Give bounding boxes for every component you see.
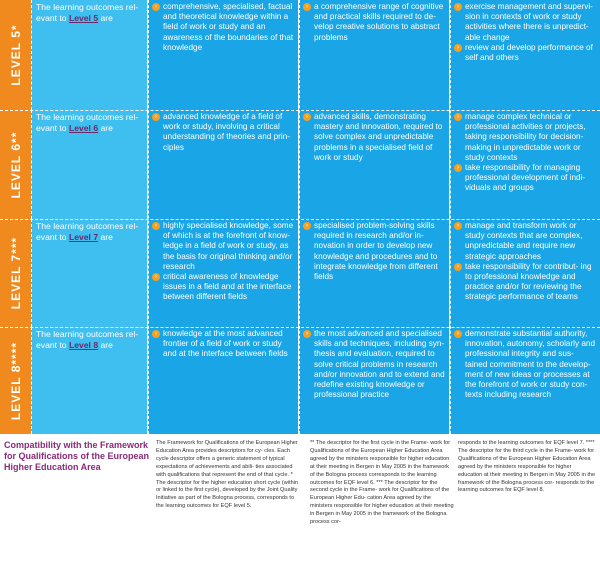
skills-cell: [299, 219, 449, 327]
row-divider: [0, 110, 600, 111]
bullet-item: [454, 329, 597, 400]
intro-cell: [32, 0, 147, 110]
footer-note-col2: ** The descriptor for the first cycle in the Frame- work for Qualifications of the European Higher Education Area agreed by the ministers responsible for higher education at their meeting in Bergen in May 2005 in the framework of the Bologna process corresponds to the learning outcomes for EQF level 6. *** The descriptor for the second cycle in the Frame- work for Qualifications of the European Higher Edu- cation Area agreed by the ministers responsible for higher education at their meeting in Bergen in May 2005 in the framework of the Bologna process cor-: [310, 440, 454, 526]
level-label-text: LEVEL 7***: [8, 236, 23, 310]
arrow-bullet-icon: ›: [152, 222, 160, 230]
arrow-bullet-icon: ›: [454, 330, 462, 338]
bullet-item: [454, 43, 597, 63]
footer-title: Compatibility with the Framework for Qualifications of the European Higher Education Area: [4, 440, 150, 472]
bullet-item: [454, 221, 597, 262]
competence-cell: [450, 219, 600, 327]
row-divider: [0, 219, 600, 220]
intro-text-end: are: [98, 122, 113, 133]
competence-cell: [450, 327, 600, 434]
bullet-text: critical awareness of knowledge issues in a field and at the interface between different fields: [163, 272, 292, 302]
knowledge-cell: [148, 219, 298, 327]
intro-text: The learning outcomes rel- evant to: [36, 2, 139, 23]
bullet-item: [152, 272, 295, 303]
knowledge-cell: [148, 0, 298, 110]
bullet-item: [152, 2, 295, 53]
intro-cell: [32, 327, 147, 434]
bullet-text: take responsibility for contribut- ing to professional knowledge and practice and/or for reviewing the strategic performance of teams: [465, 261, 592, 302]
skills-cell: [299, 0, 449, 110]
arrow-bullet-icon: ›: [303, 3, 311, 11]
intro-text: The learning outcomes rel- evant to: [36, 112, 139, 133]
intro-text: The learning outcomes rel- evant to: [36, 329, 139, 350]
bullet-item: [303, 2, 446, 43]
arrow-bullet-icon: ›: [454, 113, 462, 121]
footer-notes: [0, 434, 600, 583]
arrow-bullet-icon: ›: [303, 113, 311, 121]
bullet-item: [152, 221, 295, 272]
intro-text-end: are: [98, 339, 113, 350]
bullet-item: [303, 221, 446, 282]
level-label-8: [0, 327, 32, 434]
intro-text: The learning outcomes rel- evant to: [36, 221, 139, 242]
level-label-text: LEVEL 6**: [8, 131, 23, 198]
arrow-bullet-icon: ›: [454, 44, 462, 52]
column-divider: [148, 0, 149, 434]
arrow-bullet-icon: ›: [303, 222, 311, 230]
arrow-bullet-icon: ›: [454, 263, 462, 271]
knowledge-cell: [148, 327, 298, 434]
intro-cell: [32, 110, 147, 219]
bullet-item: [303, 112, 446, 163]
arrow-bullet-icon: ›: [152, 113, 160, 121]
bullet-text: specialised problem-solving skills required in research and/or in- novation in order to develop new knowledge and procedures and to integrate knowledge from different fields: [314, 221, 438, 282]
arrow-bullet-icon: ›: [152, 273, 160, 281]
bullet-text: demonstrate substantial authority, innovation, autonomy, scholarly and professional integrity and sus- tained commitment to the develop- ment of new ideas or processes at the forefront of work or study con- texts including research: [465, 329, 596, 400]
column-divider: [299, 0, 300, 434]
intro-text-end: are: [98, 231, 113, 242]
level-link[interactable]: Level 8: [68, 339, 99, 350]
bullet-text: a comprehensive range of cognitive and practical skills required to de- velop creative solutions to abstract problems: [314, 2, 444, 42]
level-link[interactable]: Level 7: [68, 231, 99, 242]
skills-cell: [299, 110, 449, 219]
footer-note-col3: responds to the learning outcomes for EQF level 7. **** The descriptor for the third cycle in the Frame- work for Qualifications of the European Higher Education Area agreed by the ministers responsible for higher education at their meeting in Bergen in May 2005 in the framework of the Bologna process cor- responds to the learning outcomes for EQF level 8.: [458, 440, 596, 494]
bullet-text: knowledge at the most advanced frontier of a field of work or study and at the interface between fields: [163, 329, 288, 359]
bullet-item: [152, 329, 295, 360]
skills-cell: [299, 327, 449, 434]
bullet-text: exercise management and supervi- sion in contexts of work or study activities where there is unpredict- able change: [465, 2, 593, 42]
bullet-text: highly specialised knowledge, some of which is at the forefront of know- ledge in a field of work or study, as the basis for original thinking and/or research: [163, 221, 294, 271]
level-label-5: [0, 0, 32, 110]
competence-cell: [450, 0, 600, 110]
footer-note-col1: The Framework for Qualifications of the European Higher Education Area provides descriptors for cy- cles. Each cycle descriptor offers a generic statement of typical expectations of achievements and abili- ties associated with qualifications that represent the end of that cycle. * The descriptor for the higher education short cycle (within or linked to the first cycle), developed by the Joint Quality Initiative as part of the Bologna process, corresponds to the learning outcomes for EQF level 5.: [156, 440, 299, 510]
bullet-item: [454, 2, 597, 43]
level-label-text: LEVEL 5*: [8, 24, 23, 86]
level-label-7: [0, 219, 32, 327]
bullet-text: manage and transform work or study contexts that are complex, unpredictable and require new strategic approaches: [465, 221, 583, 261]
bullet-text: review and develop performance of self and others: [465, 42, 593, 63]
bullet-text: advanced knowledge of a field of work or study, involving a critical understanding of theories and prin- ciples: [163, 112, 290, 152]
bullet-text: the most advanced and specialised skills and techniques, including syn- thesis and evaluation, required to solve critical problems in research and/or innovation and to extend and redefine existing knowledge or professional practice: [314, 329, 445, 400]
level-label-6: [0, 110, 32, 219]
row-divider: [0, 327, 600, 328]
arrow-bullet-icon: ›: [454, 222, 462, 230]
level-link[interactable]: Level 5: [68, 12, 99, 23]
intro-text-end: are: [98, 12, 113, 23]
arrow-bullet-icon: ›: [454, 3, 462, 11]
bullet-text: take responsibility for managing professional development of indi- viduals and groups: [465, 163, 586, 193]
bullet-item: [454, 112, 597, 163]
arrow-bullet-icon: ›: [152, 330, 160, 338]
bullet-item: [454, 163, 597, 194]
bullet-item: [303, 329, 446, 400]
level-label-text: LEVEL 8****: [8, 341, 23, 420]
bullet-item: [152, 112, 295, 153]
arrow-bullet-icon: ›: [152, 3, 160, 11]
bullet-text: advanced skills, demonstrating mastery and innovation, required to solve complex and unpredictable problems in a specialised field of work or study: [314, 112, 443, 162]
column-divider: [450, 0, 451, 434]
knowledge-cell: [148, 110, 298, 219]
competence-cell: [450, 110, 600, 219]
level-link[interactable]: Level 6: [68, 122, 99, 133]
bullet-item: [454, 262, 597, 303]
arrow-bullet-icon: ›: [454, 164, 462, 172]
bullet-text: manage complex technical or professional activities or projects, taking responsibility for decision- making in unpredictable work or study contexts: [465, 112, 586, 162]
bullet-text: comprehensive, specialised, factual and theoretical knowledge within a field of work or study and an awareness of the boundaries of that knowledge: [163, 2, 294, 52]
intro-cell: [32, 219, 147, 327]
arrow-bullet-icon: ›: [303, 330, 311, 338]
